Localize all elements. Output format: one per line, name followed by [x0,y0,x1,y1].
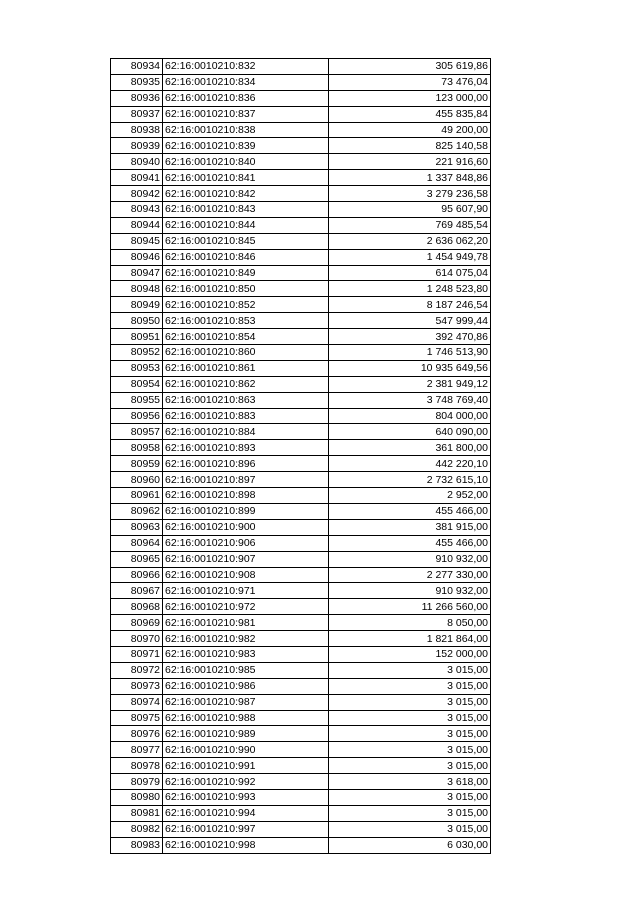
cadastral-value-cell: 3 015,00 [329,742,491,758]
cadastral-value-cell: 3 015,00 [329,662,491,678]
cadastral-number-cell: 62:16:0010210:989 [163,726,329,742]
cadastral-value-cell: 3 618,00 [329,774,491,790]
cadastral-value-cell: 910 932,00 [329,551,491,567]
cadastral-value-cell: 3 015,00 [329,821,491,837]
row-number-cell: 80981 [111,805,163,821]
cadastral-number-cell: 62:16:0010210:842 [163,186,329,202]
cadastral-value-table [110,58,491,854]
table-row [111,567,491,583]
table-row [111,837,491,853]
row-number-cell: 80958 [111,440,163,456]
cadastral-number-cell: 62:16:0010210:991 [163,758,329,774]
table-row [111,281,491,297]
row-number-cell: 80955 [111,392,163,408]
cadastral-number-cell: 62:16:0010210:839 [163,138,329,154]
cadastral-value-cell: 2 381 949,12 [329,376,491,392]
cadastral-number-cell: 62:16:0010210:884 [163,424,329,440]
row-number-cell: 80983 [111,837,163,853]
cadastral-number-cell: 62:16:0010210:841 [163,170,329,186]
cadastral-number-cell: 62:16:0010210:853 [163,313,329,329]
cadastral-number-cell: 62:16:0010210:985 [163,662,329,678]
row-number-cell: 80974 [111,694,163,710]
cadastral-value-cell: 49 200,00 [329,122,491,138]
cadastral-value-cell: 1 746 513,90 [329,345,491,361]
row-number-cell: 80948 [111,281,163,297]
row-number-cell: 80961 [111,488,163,504]
table-row [111,345,491,361]
row-number-cell: 80956 [111,408,163,424]
row-number-cell: 80943 [111,202,163,218]
cadastral-value-cell: 769 485,54 [329,217,491,233]
cadastral-number-cell: 62:16:0010210:854 [163,329,329,345]
cadastral-number-cell: 62:16:0010210:846 [163,249,329,265]
row-number-cell: 80975 [111,710,163,726]
cadastral-number-cell: 62:16:0010210:852 [163,297,329,313]
row-number-cell: 80947 [111,265,163,281]
table-row [111,646,491,662]
cadastral-value-cell: 1 248 523,80 [329,281,491,297]
cadastral-value-cell: 10 935 649,56 [329,360,491,376]
cadastral-value-cell: 221 916,60 [329,154,491,170]
cadastral-value-cell: 3 748 769,40 [329,392,491,408]
document-page [110,58,491,854]
table-row [111,440,491,456]
cadastral-number-cell: 62:16:0010210:834 [163,74,329,90]
table-row [111,249,491,265]
table-row [111,233,491,249]
cadastral-number-cell: 62:16:0010210:907 [163,551,329,567]
row-number-cell: 80972 [111,662,163,678]
cadastral-number-cell: 62:16:0010210:849 [163,265,329,281]
table-row [111,742,491,758]
cadastral-value-cell: 910 932,00 [329,583,491,599]
row-number-cell: 80936 [111,90,163,106]
table-row [111,202,491,218]
cadastral-number-cell: 62:16:0010210:997 [163,821,329,837]
cadastral-number-cell: 62:16:0010210:898 [163,488,329,504]
table-row [111,408,491,424]
cadastral-number-cell: 62:16:0010210:863 [163,392,329,408]
table-body [111,59,491,854]
row-number-cell: 80950 [111,313,163,329]
row-number-cell: 80959 [111,456,163,472]
cadastral-number-cell: 62:16:0010210:840 [163,154,329,170]
cadastral-value-cell: 640 090,00 [329,424,491,440]
row-number-cell: 80965 [111,551,163,567]
cadastral-number-cell: 62:16:0010210:883 [163,408,329,424]
table-row [111,488,491,504]
cadastral-number-cell: 62:16:0010210:899 [163,503,329,519]
cadastral-value-cell: 152 000,00 [329,646,491,662]
cadastral-value-cell: 2 952,00 [329,488,491,504]
row-number-cell: 80944 [111,217,163,233]
row-number-cell: 80966 [111,567,163,583]
table-row [111,392,491,408]
cadastral-value-cell: 455 466,00 [329,503,491,519]
cadastral-value-cell: 3 279 236,58 [329,186,491,202]
table-row [111,710,491,726]
row-number-cell: 80973 [111,678,163,694]
table-row [111,805,491,821]
cadastral-number-cell: 62:16:0010210:844 [163,217,329,233]
cadastral-value-cell: 1 337 848,86 [329,170,491,186]
table-row [111,376,491,392]
cadastral-value-cell: 392 470,86 [329,329,491,345]
row-number-cell: 80953 [111,360,163,376]
cadastral-value-cell: 361 800,00 [329,440,491,456]
table-row [111,90,491,106]
table-row [111,154,491,170]
row-number-cell: 80976 [111,726,163,742]
cadastral-number-cell: 62:16:0010210:845 [163,233,329,249]
row-number-cell: 80962 [111,503,163,519]
row-number-cell: 80960 [111,472,163,488]
cadastral-number-cell: 62:16:0010210:861 [163,360,329,376]
cadastral-value-cell: 95 607,90 [329,202,491,218]
row-number-cell: 80934 [111,59,163,75]
table-row [111,774,491,790]
cadastral-value-cell: 2 732 615,10 [329,472,491,488]
row-number-cell: 80937 [111,106,163,122]
cadastral-number-cell: 62:16:0010210:972 [163,599,329,615]
table-row [111,678,491,694]
table-row [111,551,491,567]
row-number-cell: 80970 [111,631,163,647]
cadastral-value-cell: 73 476,04 [329,74,491,90]
table-row [111,694,491,710]
cadastral-number-cell: 62:16:0010210:837 [163,106,329,122]
cadastral-number-cell: 62:16:0010210:838 [163,122,329,138]
cadastral-number-cell: 62:16:0010210:994 [163,805,329,821]
row-number-cell: 80971 [111,646,163,662]
row-number-cell: 80951 [111,329,163,345]
row-number-cell: 80949 [111,297,163,313]
table-row [111,297,491,313]
cadastral-value-cell: 8 187 246,54 [329,297,491,313]
cadastral-number-cell: 62:16:0010210:900 [163,519,329,535]
cadastral-value-cell: 3 015,00 [329,678,491,694]
table-row [111,122,491,138]
table-row [111,726,491,742]
cadastral-number-cell: 62:16:0010210:906 [163,535,329,551]
cadastral-value-cell: 455 466,00 [329,535,491,551]
row-number-cell: 80939 [111,138,163,154]
row-number-cell: 80945 [111,233,163,249]
cadastral-number-cell: 62:16:0010210:896 [163,456,329,472]
cadastral-value-cell: 123 000,00 [329,90,491,106]
row-number-cell: 80942 [111,186,163,202]
row-number-cell: 80963 [111,519,163,535]
cadastral-number-cell: 62:16:0010210:983 [163,646,329,662]
row-number-cell: 80946 [111,249,163,265]
cadastral-value-cell: 3 015,00 [329,694,491,710]
table-row [111,186,491,202]
table-row [111,265,491,281]
cadastral-number-cell: 62:16:0010210:897 [163,472,329,488]
cadastral-number-cell: 62:16:0010210:862 [163,376,329,392]
table-row [111,821,491,837]
cadastral-value-cell: 381 915,00 [329,519,491,535]
table-row [111,360,491,376]
row-number-cell: 80980 [111,789,163,805]
row-number-cell: 80952 [111,345,163,361]
cadastral-value-cell: 2 636 062,20 [329,233,491,249]
cadastral-value-cell: 547 999,44 [329,313,491,329]
cadastral-number-cell: 62:16:0010210:988 [163,710,329,726]
cadastral-number-cell: 62:16:0010210:971 [163,583,329,599]
cadastral-value-cell: 442 220,10 [329,456,491,472]
cadastral-number-cell: 62:16:0010210:860 [163,345,329,361]
row-number-cell: 80954 [111,376,163,392]
cadastral-number-cell: 62:16:0010210:893 [163,440,329,456]
row-number-cell: 80941 [111,170,163,186]
table-row [111,74,491,90]
table-row [111,519,491,535]
cadastral-number-cell: 62:16:0010210:990 [163,742,329,758]
cadastral-value-cell: 455 835,84 [329,106,491,122]
row-number-cell: 80940 [111,154,163,170]
cadastral-number-cell: 62:16:0010210:993 [163,789,329,805]
cadastral-number-cell: 62:16:0010210:836 [163,90,329,106]
row-number-cell: 80938 [111,122,163,138]
row-number-cell: 80978 [111,758,163,774]
cadastral-number-cell: 62:16:0010210:843 [163,202,329,218]
table-row [111,789,491,805]
row-number-cell: 80977 [111,742,163,758]
table-row [111,456,491,472]
cadastral-value-cell: 2 277 330,00 [329,567,491,583]
table-row [111,583,491,599]
cadastral-value-cell: 1 454 949,78 [329,249,491,265]
cadastral-value-cell: 804 000,00 [329,408,491,424]
cadastral-value-cell: 3 015,00 [329,726,491,742]
row-number-cell: 80969 [111,615,163,631]
table-row [111,535,491,551]
cadastral-number-cell: 62:16:0010210:832 [163,59,329,75]
table-row [111,170,491,186]
cadastral-value-cell: 6 030,00 [329,837,491,853]
cadastral-value-cell: 825 140,58 [329,138,491,154]
table-row [111,59,491,75]
row-number-cell: 80982 [111,821,163,837]
row-number-cell: 80964 [111,535,163,551]
cadastral-value-cell: 11 266 560,00 [329,599,491,615]
table-row [111,106,491,122]
table-row [111,599,491,615]
cadastral-value-cell: 3 015,00 [329,789,491,805]
table-row [111,615,491,631]
table-row [111,758,491,774]
cadastral-number-cell: 62:16:0010210:850 [163,281,329,297]
cadastral-number-cell: 62:16:0010210:981 [163,615,329,631]
cadastral-number-cell: 62:16:0010210:908 [163,567,329,583]
cadastral-value-cell: 8 050,00 [329,615,491,631]
row-number-cell: 80968 [111,599,163,615]
table-row [111,424,491,440]
table-row [111,631,491,647]
cadastral-number-cell: 62:16:0010210:992 [163,774,329,790]
cadastral-value-cell: 3 015,00 [329,758,491,774]
row-number-cell: 80967 [111,583,163,599]
row-number-cell: 80935 [111,74,163,90]
table-row [111,138,491,154]
cadastral-value-cell: 3 015,00 [329,710,491,726]
table-row [111,329,491,345]
row-number-cell: 80957 [111,424,163,440]
table-row [111,217,491,233]
cadastral-value-cell: 614 075,04 [329,265,491,281]
cadastral-number-cell: 62:16:0010210:998 [163,837,329,853]
table-row [111,472,491,488]
table-row [111,503,491,519]
row-number-cell: 80979 [111,774,163,790]
table-row [111,313,491,329]
cadastral-value-cell: 305 619,86 [329,59,491,75]
cadastral-number-cell: 62:16:0010210:982 [163,631,329,647]
cadastral-number-cell: 62:16:0010210:986 [163,678,329,694]
cadastral-value-cell: 1 821 864,00 [329,631,491,647]
cadastral-value-cell: 3 015,00 [329,805,491,821]
cadastral-number-cell: 62:16:0010210:987 [163,694,329,710]
table-row [111,662,491,678]
